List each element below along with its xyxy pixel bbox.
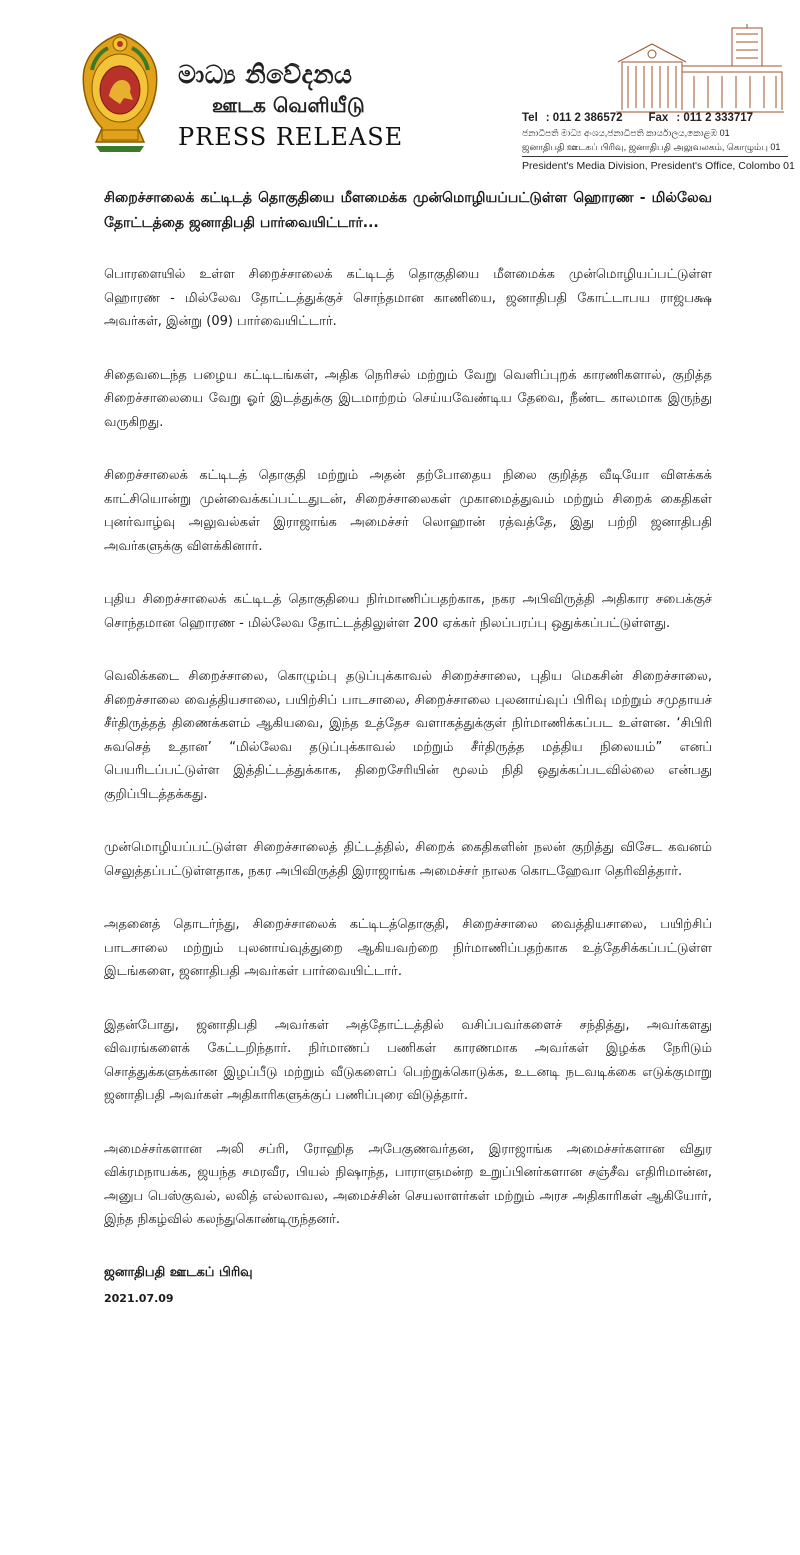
article-body: [104, 186, 712, 1305]
paragraph-2: சிதைவடைந்த பழைய கட்டிடங்கள், அதிக நெரிசல் மற்றும் வேறு வெளிப்புறக் காரணிகளால், குறித்த சிறைச்சாலையை வேறு ஓர் இடத்துக்கு இடமாற்றம் செய்யவேண்டிய தேவை, நீண்ட காலமாக இருந்து வருகிறது.: [104, 367, 712, 430]
signature: ஜனாதிபதி ஊடகப் பிரிவு: [104, 1264, 253, 1280]
phone-line: [522, 110, 792, 126]
division-tamil: ஜனாதிபதி ஊடகப் பிரிவு, ஜனாதிபதி அலுவலகம், கொழும்பு 01: [522, 142, 781, 152]
division-english: President's Media Division, President's Office, Colombo 01: [522, 160, 795, 172]
paragraph-8: இதன்போது, ஜனாதிபதி அவர்கள் அத்தோட்டத்தில் வசிப்பவர்களைச் சந்தித்து, அவர்களது விவரங்களைக் கேட்டறிந்தார். நிர்மாணப் பணிகள் காரணமாக அவர்கள் இழக்க நேரிடும் சொத்துக்களுக்கான இழப்பீடு மற்றும் வீடுகளைப் பெற்றுக்கொடுக்க, உடனடி நடவடிக்கை எடுக்குமாறு ஜனாதிபதி அவர்கள் அதிகாரிகளுக்குப் பணிப்புரை விடுத்தார்.: [104, 1017, 712, 1103]
paragraph-9: அமைச்சர்களான அலி சப்ரி, ரோஹித அபேகுணவர்தன, இராஜாங்க அமைச்சர்களான விதுர விக்ரமநாயக்க, ஜயந்த சமரவீர, பியல் நிஷாந்த, பாராளுமன்ற உறுப்பினர்களான சஞ்சீவ எதிரிமான்ன, அனுப பெஸ்குவல், லலித் எல்லாவல, அமைச்சின் செயலாளர்கள் மற்றும் அரச அதிகாரிகள் ஆகியோர், இந்த நிகழ்வில் கலந்துகொண்டிருந்தனர்.: [104, 1141, 712, 1227]
title-sinhala: මාධ්‍ය නිවේදනය: [178, 60, 353, 89]
paragraph-7: அதனைத் தொடர்ந்து, சிறைச்சாலைக் கட்டிடத்தொகுதி, சிறைச்சாலை வைத்தியசாலை, பயிற்சிப் பாடசாலை மற்றும் புலனாய்வுத்துறை ஆகியவற்றை நிர்மாணிப்பதற்காக உத்தேசிக்கப்பட்டுள்ள இடங்களை, ஜனாதிபதி அவர்கள் பார்வையிட்டார்.: [104, 917, 712, 979]
paragraph-6: முன்மொழியப்பட்டுள்ள சிறைச்சாலைத் திட்டத்தில், சிறைக் கைதிகளின் நலன் குறித்து விசேட கவனம் செலுத்தப்பட்டுள்ளதாக, நகர அபிவிருத்தி இராஜாங்க அமைச்சர் நாலக கொடஹேவா தெரிவித்தார்.: [104, 840, 712, 879]
tel-label: Tel: [522, 112, 538, 124]
paragraph-3: சிறைச்சாலைக் கட்டிடத் தொகுதி மற்றும் அதன் தற்போதைய நிலை குறித்த வீடியோ விளக்கக் காட்சியொன்று முன்வைக்கப்பட்டதுடன், சிறைச்சாலைகள் முகாமைத்துவம் மற்றும் சிறைக் கைதிகள் புனர்வாழ்வு அலுவல்கள் இராஜாங்க அமைச்சர் லொஹான் ரத்வத்தே, இது பற்றி ஜனாதிபதி அவர்களுக்கு விளக்கினார்.: [104, 468, 712, 554]
fax-value: : 011 2 333717: [676, 112, 754, 124]
release-date: 2021.07.09: [104, 1291, 174, 1305]
division-sinhala: ජනාධිපති මාධ්‍ය අංශය,ජනාධිපති කාර්යාලය,කොළඹ 01: [522, 128, 730, 138]
title-tamil: ஊடக வெளியீடு: [212, 93, 365, 117]
paragraph-1: பொரளையில் உள்ள சிறைச்சாலைக் கட்டிடத் தொகுதியை மீளமைக்க முன்மொழியப்பட்டுள்ள ஹொரண - மில்லேவ தோட்டத்துக்குச் சொந்தமான காணியை, ஜனாதிபதி கோட்டாபய ராஜபக்ஷ அவர்கள், இன்று (09) பார்வையிட்டார்.: [104, 267, 712, 329]
paragraph-5: வெலிக்கடை சிறைச்சாலை, கொழும்பு தடுப்புக்காவல் சிறைச்சாலை, புதிய மெகசின் சிறைச்சாலை, சிறைச்சாலை வைத்தியசாலை, பயிற்சிப் பாடசாலை, சிறைச்சாலை புலனாய்வுப் பிரிவு மற்றும் சமுதாயச் சீர்திருத்தத் திணைக்களம் ஆகியவை, இந்த உத்தேச வளாகத்துக்குள் நிர்மாணிக்கப்பட உள்ளன. ‘சிபிரி சுவசெத் உதான’ “மில்லேவ தடுப்புக்காவல் மற்றும் சீர்திருத்த மத்திய நிலையம்” எனப் பெயரிடப்பட்டுள்ள இத்திட்டத்துக்காக, திறைசேரியின் மூலம் நிதி ஒதுக்கப்படவில்லை என்பது குறிப்பிடத்தக்கது.: [104, 669, 712, 802]
title-english: PRESS RELEASE: [178, 123, 404, 151]
letterhead: [0, 0, 800, 185]
headline: சிறைச்சாலைக் கட்டிடத் தொகுதியை மீளமைக்க முன்மொழியப்பட்டுள்ள ஹொரண - மில்லேவ தோட்டத்தை ஜனாதிபதி பார்வையிட்டார்...: [104, 190, 712, 231]
divider: [522, 156, 788, 157]
paragraph-4: புதிய சிறைச்சாலைக் கட்டிடத் தொகுதியை நிர்மாணிப்பதற்காக, நகர அபிவிருத்தி அதிகார சபைக்குச் சொந்தமான ஹொரண - மில்லேவ தோட்டத்திலுள்ள 200 ஏக்கர் நிலப்பரப்பு ஒதுக்கப்பட்டுள்ளது.: [104, 592, 712, 631]
fax-label: Fax: [648, 112, 669, 124]
sri-lanka-emblem-icon: [78, 30, 162, 154]
presidents-office-building-icon: [612, 22, 788, 114]
tel-value: : 011 2 386572: [545, 112, 623, 124]
contact-block: [522, 110, 795, 173]
title-block: [178, 60, 403, 154]
